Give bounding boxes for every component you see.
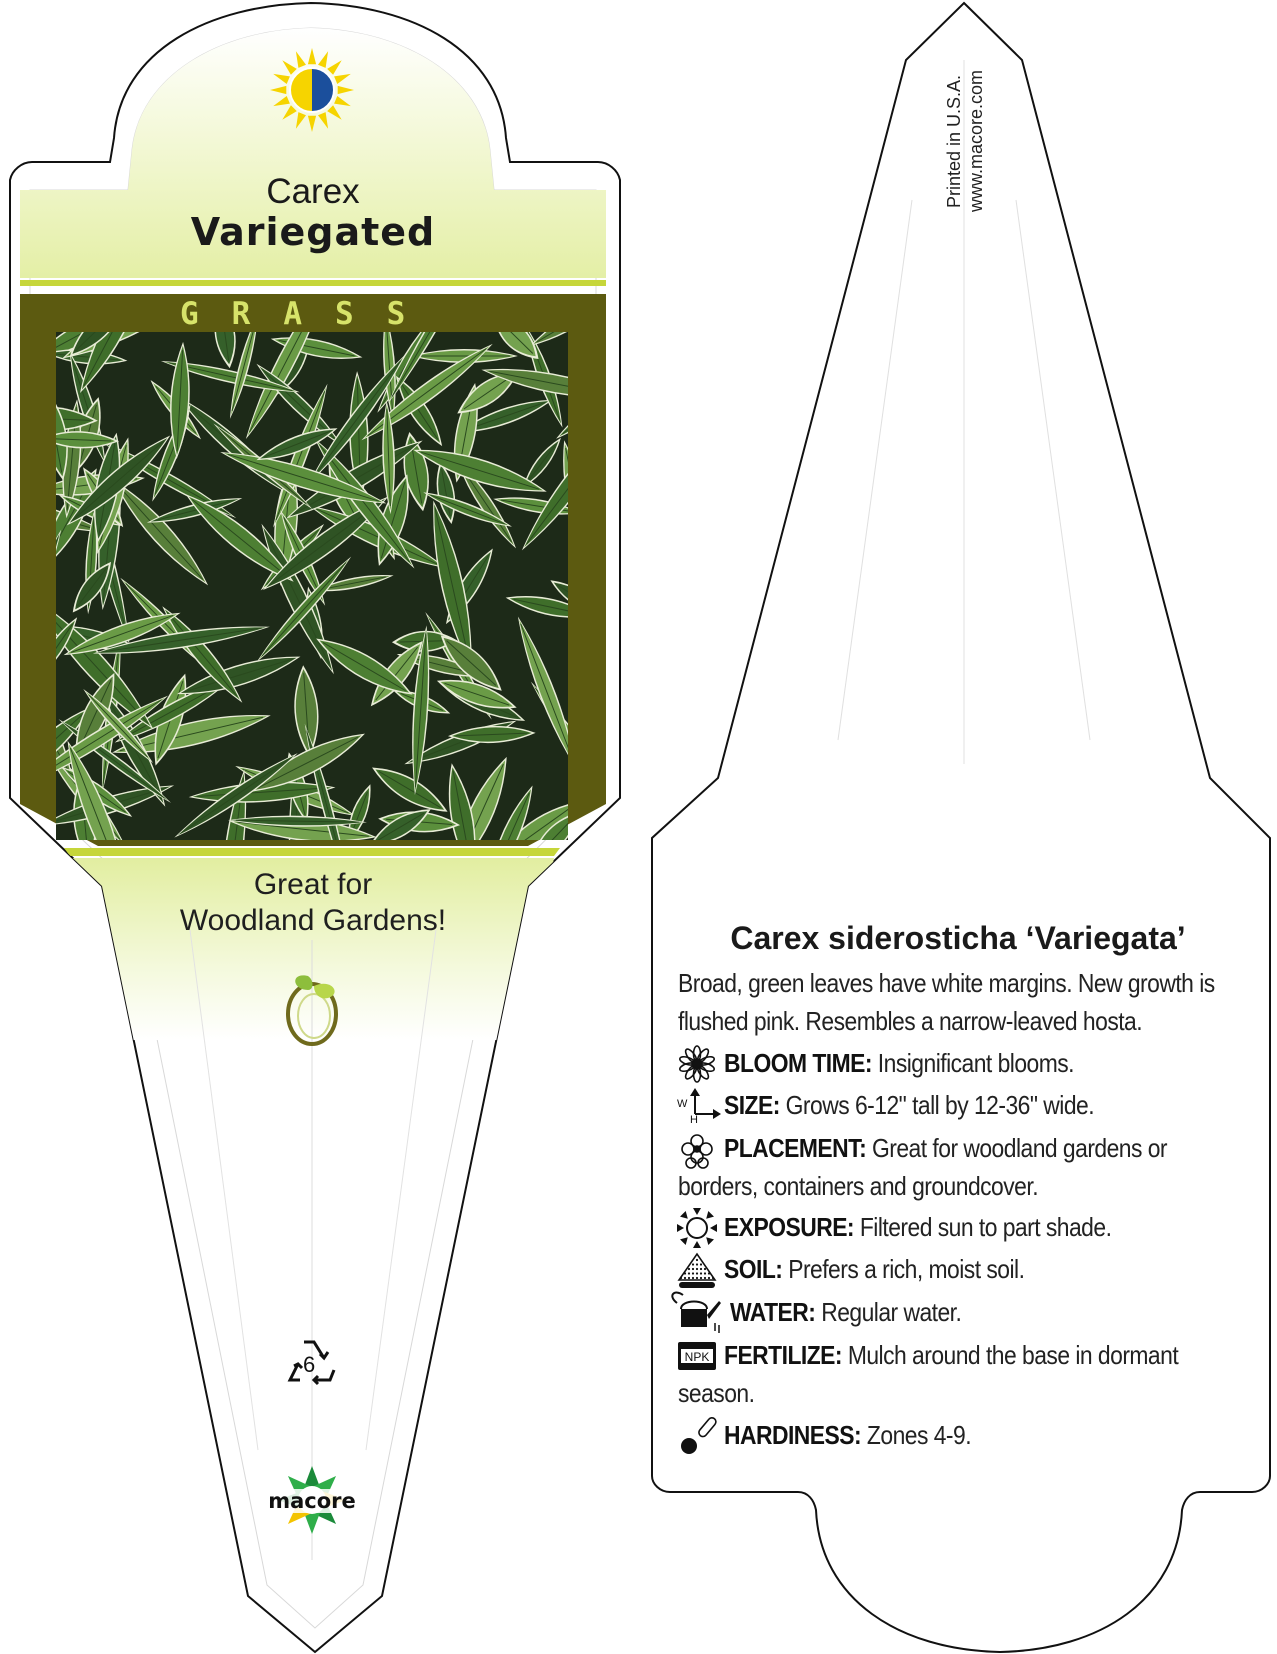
brand-logo-text: macore xyxy=(262,1489,362,1513)
attr-water: WATER: Regular water. xyxy=(730,1297,962,1327)
grass-photo xyxy=(0,256,636,928)
description-line: flushed pink. Resembles a narrow-leaved hosta. xyxy=(678,1006,1143,1036)
common-name-line1: Carex xyxy=(266,172,360,211)
npk-label: NPK xyxy=(684,1350,710,1364)
printed-in-usa: Printed in U.S.A. xyxy=(944,74,964,208)
website: www.macore.com xyxy=(966,69,986,212)
npk-fertilizer-icon xyxy=(678,1342,716,1370)
recycle-number: 6 xyxy=(303,1352,316,1377)
attr-bloom-time: BLOOM TIME: Insignificant blooms. xyxy=(724,1048,1075,1078)
description-line: Broad, green leaves have white margins. New growth is xyxy=(678,968,1215,998)
size-icon-w: W xyxy=(677,1098,688,1110)
tagline-line1: Great for xyxy=(253,868,373,901)
tagline-line2: Woodland Gardens! xyxy=(179,904,447,937)
category-label: GRASS xyxy=(180,296,439,332)
attr-soil: SOIL: Prefers a rich, moist soil. xyxy=(724,1254,1025,1284)
sun-shade-icon xyxy=(270,48,354,132)
attr-size: SIZE: Grows 6-12" tall by 12-36" wide. xyxy=(724,1090,1095,1120)
attr-placement-cont: borders, containers and groundcover. xyxy=(678,1171,1039,1201)
attr-placement: PLACEMENT: Great for woodland gardens or xyxy=(724,1133,1168,1163)
attr-fertilize: FERTILIZE: Mulch around the base in dormant xyxy=(724,1340,1179,1370)
common-name-line2: Variegated xyxy=(190,210,436,254)
attr-hardiness: HARDINESS: Zones 4-9. xyxy=(724,1420,972,1450)
botanical-name: Carex siderosticha ‘Variegata’ xyxy=(730,920,1186,956)
attr-fertilize-cont: season. xyxy=(678,1378,755,1408)
size-icon-h: H xyxy=(690,1114,698,1126)
attr-exposure: EXPOSURE: Filtered sun to part shade. xyxy=(724,1212,1112,1242)
